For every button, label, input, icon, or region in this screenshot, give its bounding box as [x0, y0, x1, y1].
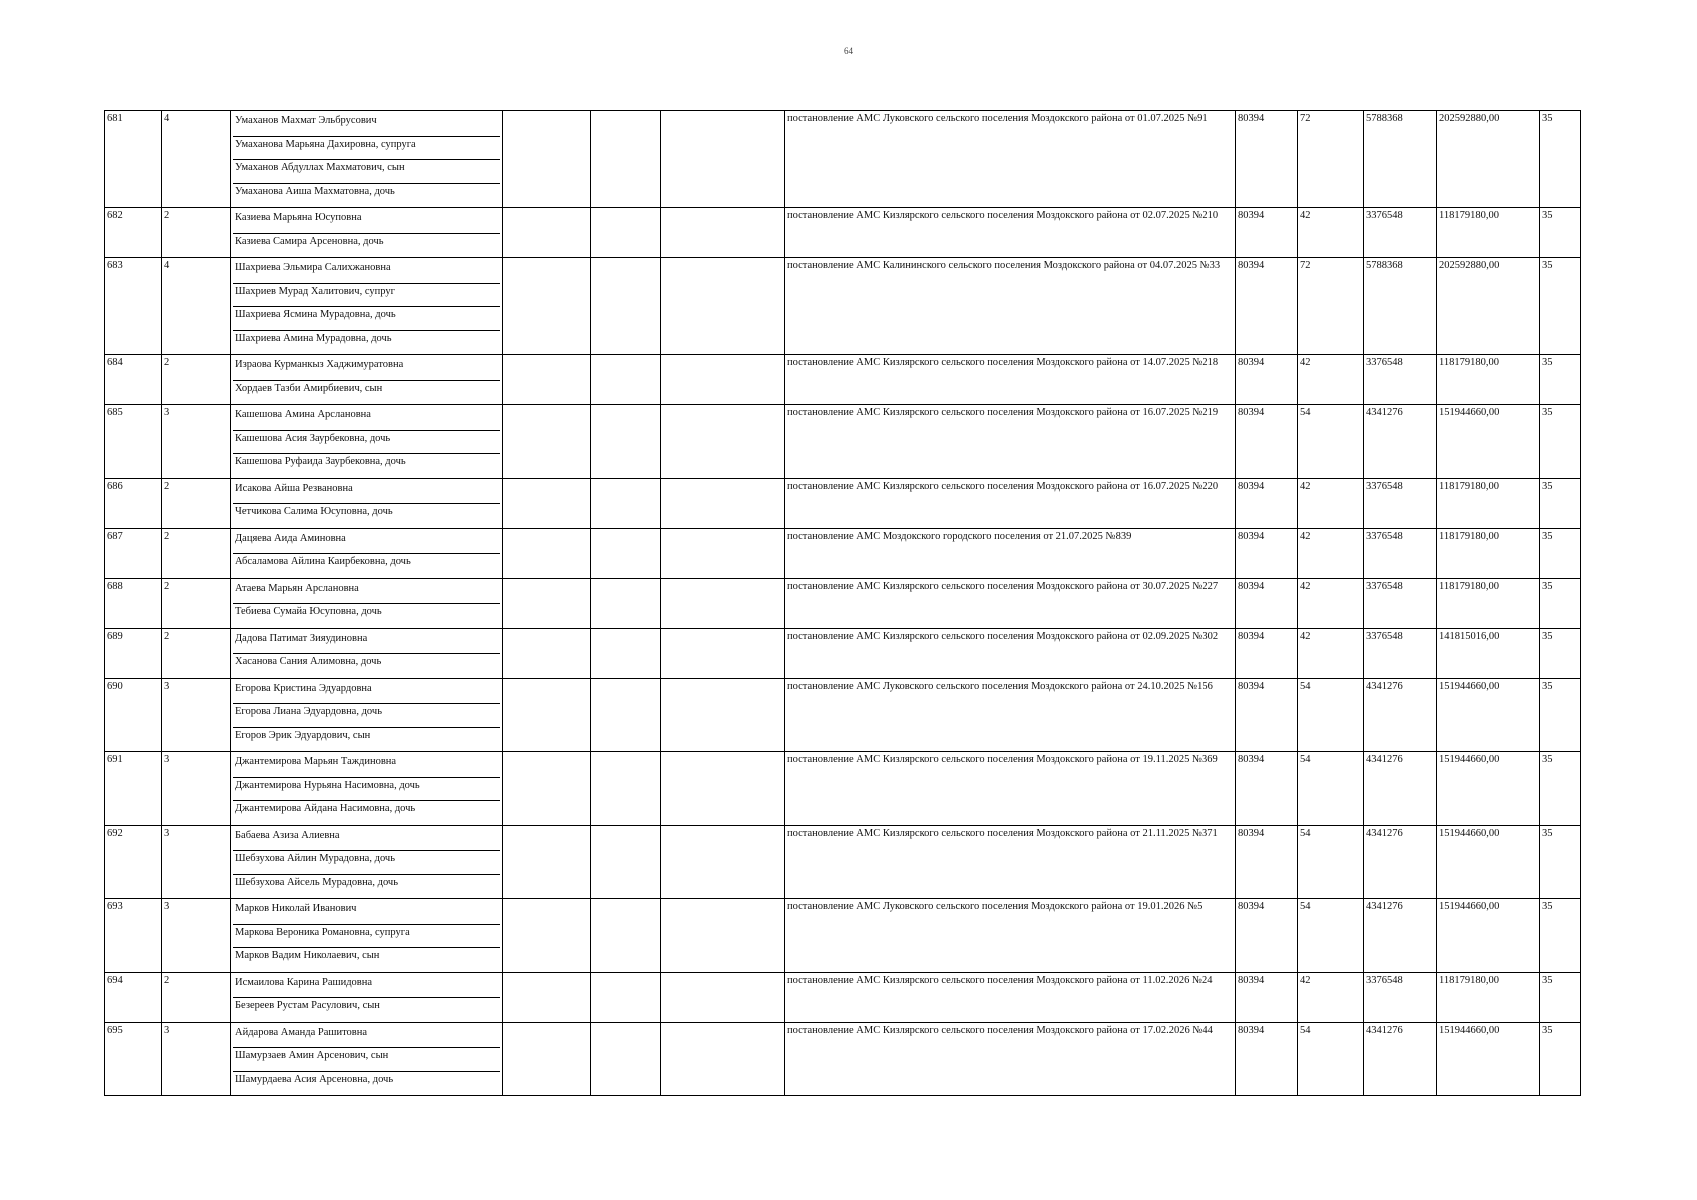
row-number-cell: 687: [105, 528, 162, 578]
row-number-cell: 692: [105, 825, 162, 899]
empty-cell: [591, 208, 661, 258]
code-cell: 80394: [1236, 578, 1298, 628]
sum-cell: 202592880,00: [1437, 258, 1540, 355]
area-cell: 54: [1298, 752, 1364, 826]
row-number-cell: 690: [105, 678, 162, 752]
document-cell: постановление АМС Кизлярского сельского поселения Моздокского района от 14.07.2025 №218: [785, 355, 1236, 405]
member-count-cell: 3: [162, 899, 231, 973]
family-member-name: Умаханов Махмат Эльбрусович: [233, 113, 500, 137]
table-row: [105, 111, 1581, 208]
family-member-name: Умаханова Марьяна Дахировна, супруга: [233, 137, 500, 161]
family-member-name: Хордаев Тазби Амирбиевич, сын: [235, 382, 383, 394]
table-row: [105, 405, 1581, 479]
code-cell: 80394: [1236, 258, 1298, 355]
code-cell: 80394: [1236, 678, 1298, 752]
area-cell: 72: [1298, 258, 1364, 355]
last-column-cell: 35: [1540, 752, 1581, 826]
member-count-cell: 4: [162, 111, 231, 208]
area-cell: 42: [1298, 208, 1364, 258]
document-cell: постановление АМС Кизлярского сельского поселения Моздокского района от 21.11.2025 №371: [785, 825, 1236, 899]
row-number-cell: 695: [105, 1022, 162, 1096]
price-cell: 3376548: [1364, 208, 1437, 258]
family-member-name: Четчикова Салима Юсуповна, дочь: [235, 506, 393, 517]
family-member-name: Егорова Лиана Эдуардовна, дочь: [233, 704, 500, 728]
member-count-cell: 2: [162, 528, 231, 578]
family-member-name: Шебзухова Айсель Мурадовна, дочь: [235, 876, 398, 888]
empty-cell: [503, 678, 591, 752]
area-cell: 72: [1298, 111, 1364, 208]
member-count-cell: 3: [162, 752, 231, 826]
family-member-name: Казиева Марьяна Юсуповна: [233, 210, 500, 234]
empty-cell: [503, 478, 591, 528]
empty-cell: [661, 528, 785, 578]
member-count-cell: 2: [162, 478, 231, 528]
table-row: [105, 628, 1581, 678]
registry-table: [104, 110, 1581, 1096]
document-cell: постановление АМС Луковского сельского поселения Моздокского района от 24.10.2025 №156: [785, 678, 1236, 752]
empty-cell: [661, 208, 785, 258]
table-row: [105, 752, 1581, 826]
code-cell: 80394: [1236, 355, 1298, 405]
empty-cell: [503, 355, 591, 405]
member-count-cell: 3: [162, 405, 231, 479]
family-member-name: Кашешова Руфаида Заурбековна, дочь: [235, 456, 406, 467]
empty-cell: [591, 355, 661, 405]
last-column-cell: 35: [1540, 578, 1581, 628]
family-member-name: Шахриев Мурад Халитович, супруг: [233, 284, 500, 308]
family-member-name: Марков Вадим Николаевич, сын: [235, 950, 380, 961]
row-number-cell: 682: [105, 208, 162, 258]
family-member-name: Шамурдаева Асия Арсеновна, дочь: [235, 1073, 394, 1085]
empty-cell: [591, 1022, 661, 1096]
empty-cell: [661, 752, 785, 826]
empty-cell: [503, 528, 591, 578]
price-cell: 3376548: [1364, 355, 1437, 405]
area-cell: 42: [1298, 628, 1364, 678]
code-cell: 80394: [1236, 628, 1298, 678]
family-member-name: Егоров Эрик Эдуардович, сын: [235, 729, 371, 741]
row-number-cell: 688: [105, 578, 162, 628]
empty-cell: [661, 1022, 785, 1096]
price-cell: 3376548: [1364, 972, 1437, 1022]
last-column-cell: 35: [1540, 478, 1581, 528]
code-cell: 80394: [1236, 111, 1298, 208]
last-column-cell: 35: [1540, 972, 1581, 1022]
family-member-name: Маркова Вероника Романовна, супруга: [233, 925, 500, 949]
last-column-cell: 35: [1540, 405, 1581, 479]
registry-body: [105, 111, 1581, 1096]
empty-cell: [661, 258, 785, 355]
area-cell: 42: [1298, 578, 1364, 628]
empty-cell: [591, 628, 661, 678]
sum-cell: 118179180,00: [1437, 578, 1540, 628]
document-cell: постановление АМС Моздокского городского поселения от 21.07.2025 №839: [785, 528, 1236, 578]
document-cell: постановление АМС Луковского сельского поселения Моздокского района от 19.01.2026 №5: [785, 899, 1236, 973]
family-member-name: Исмаилова Карина Рашидовна: [233, 975, 500, 999]
row-number-cell: 683: [105, 258, 162, 355]
document-cell: постановление АМС Кизлярского сельского поселения Моздокского района от 30.07.2025 №227: [785, 578, 1236, 628]
empty-cell: [661, 972, 785, 1022]
family-members-cell: [231, 111, 503, 208]
table-row: [105, 972, 1581, 1022]
document-cell: постановление АМС Кизлярского сельского поселения Моздокского района от 11.02.2026 №24: [785, 972, 1236, 1022]
family-members-cell: [231, 972, 503, 1022]
row-number-cell: 685: [105, 405, 162, 479]
member-count-cell: 2: [162, 355, 231, 405]
area-cell: 54: [1298, 899, 1364, 973]
table-row: [105, 578, 1581, 628]
document-cell: постановление АМС Кизлярского сельского поселения Моздокского района от 16.07.2025 №219: [785, 405, 1236, 479]
sum-cell: 141815016,00: [1437, 628, 1540, 678]
empty-cell: [503, 972, 591, 1022]
empty-cell: [503, 111, 591, 208]
area-cell: 42: [1298, 972, 1364, 1022]
price-cell: 4341276: [1364, 405, 1437, 479]
price-cell: 4341276: [1364, 678, 1437, 752]
document-cell: постановление АМС Кизлярского сельского поселения Моздокского района от 02.09.2025 №302: [785, 628, 1236, 678]
sum-cell: 118179180,00: [1437, 208, 1540, 258]
family-member-name: Умаханов Абдуллах Махматович, сын: [233, 160, 500, 184]
last-column-cell: 35: [1540, 355, 1581, 405]
area-cell: 54: [1298, 405, 1364, 479]
price-cell: 3376548: [1364, 478, 1437, 528]
family-member-name: Джантемирова Айдана Насимовна, дочь: [235, 803, 416, 814]
sum-cell: 151944660,00: [1437, 899, 1540, 973]
empty-cell: [503, 258, 591, 355]
last-column-cell: 35: [1540, 825, 1581, 899]
family-member-name: Джантемирова Нурьяна Насимовна, дочь: [233, 778, 500, 802]
code-cell: 80394: [1236, 478, 1298, 528]
document-cell: постановление АМС Кизлярского сельского поселения Моздокского района от 16.07.2025 №220: [785, 478, 1236, 528]
area-cell: 54: [1298, 1022, 1364, 1096]
sum-cell: 151944660,00: [1437, 405, 1540, 479]
member-count-cell: 2: [162, 578, 231, 628]
code-cell: 80394: [1236, 825, 1298, 899]
empty-cell: [591, 752, 661, 826]
empty-cell: [503, 628, 591, 678]
empty-cell: [503, 208, 591, 258]
empty-cell: [591, 678, 661, 752]
last-column-cell: 35: [1540, 628, 1581, 678]
family-member-name: Айдарова Аманда Рашитовна: [233, 1025, 500, 1049]
empty-cell: [503, 899, 591, 973]
row-number-cell: 693: [105, 899, 162, 973]
family-members-cell: [231, 208, 503, 258]
last-column-cell: 35: [1540, 678, 1581, 752]
row-number-cell: 684: [105, 355, 162, 405]
family-members-cell: [231, 258, 503, 355]
price-cell: 3376548: [1364, 578, 1437, 628]
area-cell: 42: [1298, 478, 1364, 528]
table-row: [105, 478, 1581, 528]
family-member-name: Шамурзаев Амин Арсенович, сын: [233, 1048, 500, 1072]
family-member-name: Исакова Айша Резвановна: [233, 481, 500, 505]
code-cell: 80394: [1236, 972, 1298, 1022]
row-number-cell: 681: [105, 111, 162, 208]
empty-cell: [661, 578, 785, 628]
area-cell: 54: [1298, 825, 1364, 899]
price-cell: 4341276: [1364, 899, 1437, 973]
last-column-cell: 35: [1540, 258, 1581, 355]
family-members-cell: [231, 355, 503, 405]
member-count-cell: 2: [162, 628, 231, 678]
empty-cell: [591, 405, 661, 479]
empty-cell: [591, 478, 661, 528]
empty-cell: [591, 899, 661, 973]
family-members-cell: [231, 628, 503, 678]
table-row: [105, 678, 1581, 752]
sum-cell: 151944660,00: [1437, 825, 1540, 899]
empty-cell: [503, 578, 591, 628]
document-cell: постановление АМС Кизлярского сельского поселения Моздокского района от 17.02.2026 №44: [785, 1022, 1236, 1096]
family-member-name: Умаханова Аиша Махматовна, дочь: [235, 185, 395, 197]
sum-cell: 118179180,00: [1437, 355, 1540, 405]
code-cell: 80394: [1236, 405, 1298, 479]
empty-cell: [661, 355, 785, 405]
code-cell: 80394: [1236, 528, 1298, 578]
sum-cell: 151944660,00: [1437, 678, 1540, 752]
member-count-cell: 2: [162, 208, 231, 258]
family-member-name: Кашешова Амина Арслановна: [233, 407, 500, 431]
last-column-cell: 35: [1540, 1022, 1581, 1096]
area-cell: 54: [1298, 678, 1364, 752]
row-number-cell: 694: [105, 972, 162, 1022]
price-cell: 4341276: [1364, 1022, 1437, 1096]
price-cell: 3376548: [1364, 528, 1437, 578]
code-cell: 80394: [1236, 208, 1298, 258]
empty-cell: [661, 111, 785, 208]
family-member-name: Дадова Патимат Зияудиновна: [233, 631, 500, 655]
last-column-cell: 35: [1540, 208, 1581, 258]
row-number-cell: 691: [105, 752, 162, 826]
family-member-name: Джантемирова Марьян Таждиновна: [233, 754, 500, 778]
family-member-name: Шахриева Амина Мурадовна, дочь: [235, 332, 392, 344]
last-column-cell: 35: [1540, 528, 1581, 578]
empty-cell: [591, 111, 661, 208]
price-cell: 4341276: [1364, 752, 1437, 826]
document-cell: постановление АМС Кизлярского сельского поселения Моздокского района от 02.07.2025 №210: [785, 208, 1236, 258]
family-member-name: Шахриева Ясмина Мурадовна, дочь: [233, 307, 500, 331]
price-cell: 4341276: [1364, 825, 1437, 899]
family-members-cell: [231, 899, 503, 973]
document-cell: постановление АМС Кизлярского сельского поселения Моздокского района от 19.11.2025 №369: [785, 752, 1236, 826]
code-cell: 80394: [1236, 752, 1298, 826]
sum-cell: 118179180,00: [1437, 972, 1540, 1022]
family-member-name: Егорова Кристина Эдуардовна: [233, 681, 500, 705]
document-cell: постановление АМС Калининского сельского поселения Моздокского района от 04.07.2025 №33: [785, 258, 1236, 355]
family-member-name: Абсаламова Айлина Каирбековна, дочь: [235, 556, 411, 567]
family-members-cell: [231, 752, 503, 826]
area-cell: 42: [1298, 355, 1364, 405]
family-member-name: Шахриева Эльмира Салихжановна: [233, 260, 500, 284]
family-member-name: Дацяева Аида Аминовна: [233, 531, 500, 555]
empty-cell: [503, 752, 591, 826]
family-members-cell: [231, 825, 503, 899]
sum-cell: 151944660,00: [1437, 752, 1540, 826]
member-count-cell: 3: [162, 1022, 231, 1096]
document-cell: постановление АМС Луковского сельского поселения Моздокского района от 01.07.2025 №91: [785, 111, 1236, 208]
row-number-cell: 686: [105, 478, 162, 528]
empty-cell: [591, 258, 661, 355]
member-count-cell: 3: [162, 825, 231, 899]
family-members-cell: [231, 405, 503, 479]
table-row: [105, 355, 1581, 405]
area-cell: 42: [1298, 528, 1364, 578]
empty-cell: [591, 972, 661, 1022]
family-members-cell: [231, 1022, 503, 1096]
family-members-cell: [231, 678, 503, 752]
empty-cell: [503, 405, 591, 479]
price-cell: 5788368: [1364, 111, 1437, 208]
page-number: 64: [844, 46, 853, 56]
table-row: [105, 258, 1581, 355]
empty-cell: [661, 678, 785, 752]
table-row: [105, 528, 1581, 578]
price-cell: 5788368: [1364, 258, 1437, 355]
table-row: [105, 825, 1581, 899]
family-member-name: Марков Николай Иванович: [233, 901, 500, 925]
family-member-name: Тебиева Сумайа Юсуповна, дочь: [235, 606, 382, 617]
family-member-name: Хасанова Сания Алимовна, дочь: [235, 656, 382, 667]
empty-cell: [661, 628, 785, 678]
sum-cell: 118179180,00: [1437, 528, 1540, 578]
row-number-cell: 689: [105, 628, 162, 678]
family-member-name: Безереев Рустам Расулович, сын: [235, 1000, 380, 1011]
price-cell: 3376548: [1364, 628, 1437, 678]
empty-cell: [503, 1022, 591, 1096]
empty-cell: [591, 528, 661, 578]
family-member-name: Израова Курманкыз Хаджимуратовна: [233, 357, 500, 381]
empty-cell: [591, 825, 661, 899]
family-members-cell: [231, 478, 503, 528]
family-members-cell: [231, 528, 503, 578]
last-column-cell: 35: [1540, 899, 1581, 973]
empty-cell: [661, 405, 785, 479]
table-row: [105, 899, 1581, 973]
empty-cell: [661, 478, 785, 528]
empty-cell: [661, 825, 785, 899]
table-row: [105, 1022, 1581, 1096]
member-count-cell: 3: [162, 678, 231, 752]
code-cell: 80394: [1236, 1022, 1298, 1096]
empty-cell: [661, 899, 785, 973]
empty-cell: [503, 825, 591, 899]
family-member-name: Казиева Самира Арсеновна, дочь: [235, 235, 384, 247]
sum-cell: 118179180,00: [1437, 478, 1540, 528]
sum-cell: 151944660,00: [1437, 1022, 1540, 1096]
member-count-cell: 4: [162, 258, 231, 355]
family-member-name: Кашешова Асия Заурбековна, дочь: [233, 431, 500, 455]
table-row: [105, 208, 1581, 258]
family-member-name: Шебзухова Айлин Мурадовна, дочь: [233, 851, 500, 875]
family-member-name: Бабаева Азиза Алиевна: [233, 828, 500, 852]
member-count-cell: 2: [162, 972, 231, 1022]
code-cell: 80394: [1236, 899, 1298, 973]
sum-cell: 202592880,00: [1437, 111, 1540, 208]
family-members-cell: [231, 578, 503, 628]
family-member-name: Атаева Марьян Арслановна: [233, 581, 500, 605]
last-column-cell: 35: [1540, 111, 1581, 208]
empty-cell: [591, 578, 661, 628]
